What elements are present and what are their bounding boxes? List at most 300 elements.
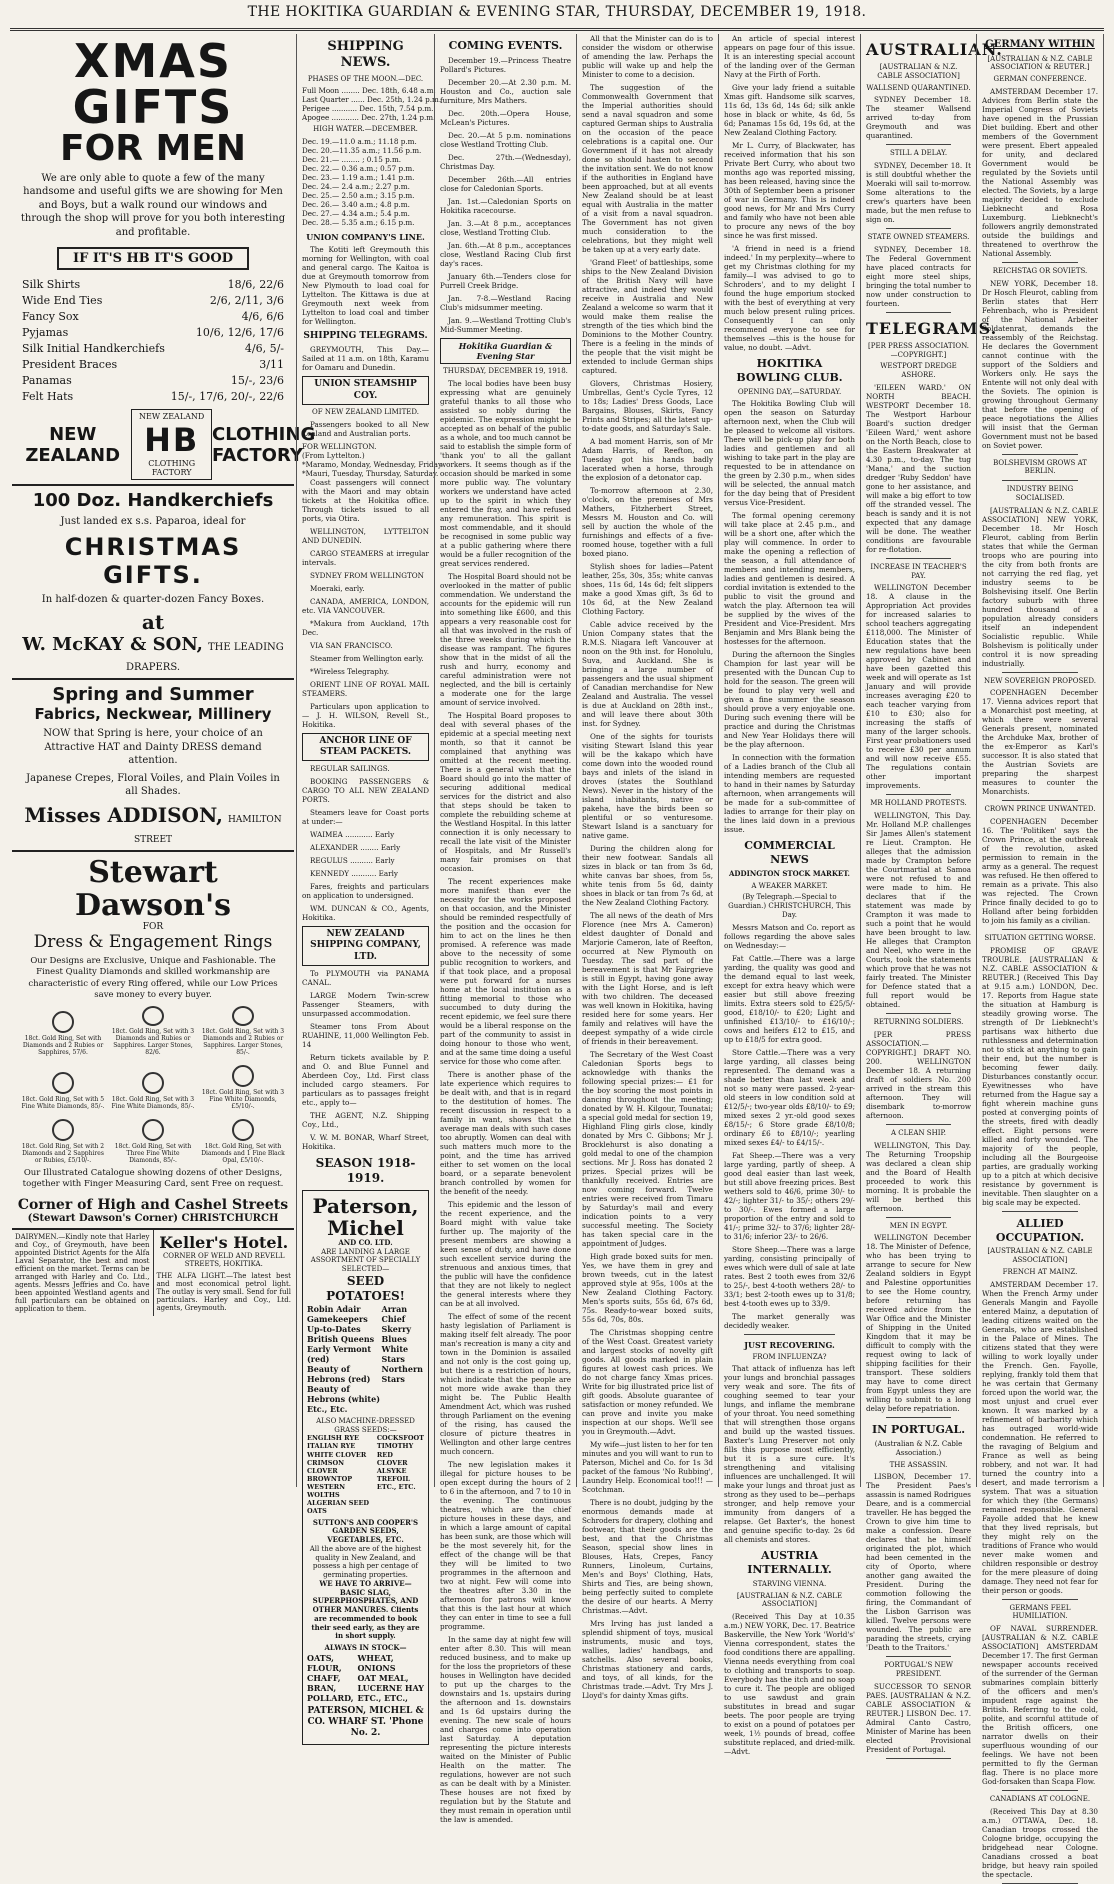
potato-list-right: [381, 1304, 424, 1414]
price-item-price: 4/6, 6/6: [241, 310, 284, 324]
editorial-paragraph: There is another phase of the late experience which requires to be dealt with, and that is in regard to the destitution of homes. The recent discussion in respect to a family in want, shows that the average man deals with such cases too abruptly. Women can deal with such matters much more to the point, and the time has arrived either to set women on the local board, or a separate benevolent branch controlled by women for the benefit of the needy.: [440, 1069, 571, 1196]
nzsc-body: [302, 969, 429, 1151]
potato-variety: Beauty of Hebrons (white): [307, 1383, 380, 1404]
editorial-paragraph: The new legislation makes it illegal for picture houses to be open except during the hours of 2 to 6 in the afternoon, and 7 to 10 in the evening. The continuous theatres, which are the chief picture houses in these days, and in which a large amount of capital has been sunk, are those which will be the most severely hit, for the effect of the change will be that they will be limited to two programmes in the afternoon and two at night. Few will come into the theatres after 3.30 in the afternoon for patrons will know that this is the last hour at which they can enter in time to see a full programme.: [440, 1459, 571, 1631]
handkerchiefs-sub: Just landed ex s.s. Paparoa, ideal for: [60, 516, 246, 528]
grass-seed: TIMOTHY: [376, 1442, 414, 1451]
route-line: Moeraki, early.: [310, 583, 365, 593]
stock-item: LUCERNE HAY: [357, 1682, 424, 1693]
potato-list: [307, 1304, 424, 1414]
section-divider: [886, 794, 951, 795]
stock-title: ALWAYS IN STOCK—: [324, 1643, 407, 1652]
route-line: *Makura from Auckland, 17th Dec.: [302, 618, 429, 637]
news-paragraph: 'Grand Fleet' of battleships, some ships to the New Zealand Division of the British Navy will have attractive, and indeed they would receive in Australia and New Zealand a welcome so warm that it would make them realise the strength of the ties which bind the Dominions to the Mother Country. There is a feeling in the minds of the people that the visit might be extended to include German ships captured.: [582, 258, 713, 375]
grass-seed: ALSYKE: [376, 1466, 407, 1475]
price-item-name: President Braces: [22, 358, 118, 372]
anchor-body: [302, 764, 429, 922]
route-line: VIA SAN FRANCISCO.: [310, 640, 393, 650]
hb-logo: [131, 409, 212, 480]
col4-paragraphs: [582, 34, 713, 1700]
ring-caption: 18ct. Gold Ring, Set with Diamonds and 1 Fine Black Opal, £5/10/-.: [201, 1142, 285, 1164]
kellers-title: Keller's Hotel.: [159, 1232, 289, 1252]
fabrics-title: Fabrics, Neckwear, Millinery: [34, 705, 272, 724]
stewart-corner: Corner of High and Cashel Streets: [17, 1196, 289, 1213]
event-item: December 19.—Princess Theatre Pollard's Pictures.: [440, 55, 571, 74]
section-heading: CROWN PRINCE UNWANTED.: [984, 805, 1096, 814]
section-body: SYDNEY, December 18. It is still doubtful whether the Moeraki will sail to-morrow. Some alterations to the crew's quarters have been made, but the men refuse to sign on.: [866, 161, 971, 224]
news-column-5: [718, 34, 860, 1756]
spring-ad: [12, 680, 294, 852]
news-paragraph: During the children along for their new footwear. Sandals all sizes in black or tan from 3s 6d, white canvas bar shoes, from 5s, white tenis from 5s 6d, dainty shoes in black or tan from 7s 6d, at the New Zealand Clothing Factory.: [582, 844, 713, 907]
hb-logo-mark: HB: [144, 421, 200, 460]
handkerchiefs-ad: [12, 486, 294, 680]
section-body: SYDNEY December 18. The steamer Wallsend arrived to-day from Greymouth and was quarantined.: [866, 95, 971, 141]
section-heading: WESTPORT DREDGE ASHORE.: [880, 362, 957, 379]
water-line: Dec. 23.— 1.19 a.m.; 1.41 p.m.: [302, 173, 415, 182]
stewart-body: Our Designs are Exclusive, Unique and Fashionable. The Finest Quality Diamonds and skilled workmanship are characteristic of every Ring offered, while our Low Prices save money to every buyer.: [28, 955, 278, 1001]
anchor-line: Fares, freights and particulars on application to undersigned.: [302, 882, 429, 900]
section-body: SUCCESSOR TO SENOR PAES. [AUSTRALIAN & N.Z. CABLE ASSOCIATION & REUTER.] LISBON Dec. 17. Admiral Canto Castro, Minister of Marine has been elected Provisional President of Portugal.: [866, 1681, 971, 1754]
water-line: Dec. 28.— 5.35 a.m.; 6.15 p.m.: [302, 218, 415, 227]
events-column: [434, 34, 576, 1824]
section-body: WELLINGTON, This Day. Mr. Holland M.P. challenges Sir James Allen's statement re Lieut. Crampton. He alleges that the admission made by Crampton before the Courtmartial at Samoa were not refused to and were made to him. He declares that if the statement was made by Crampton it was made to such a point that he would have been brought to law. He alleges that Crampton and Neel, who were in the Courts, took the statements which prove that he was not fairly treated. The Minister for Defence stated that a full report would be obtained.: [866, 811, 971, 1009]
stock-item: CHAFF,: [307, 1672, 341, 1683]
union-title: UNION COMPANY'S LINE.: [306, 232, 425, 242]
wellington-sailings: [302, 441, 443, 478]
section-divider: [1002, 929, 1078, 930]
water-line: Dec. 21.— ........ ; 0.15 p.m.: [302, 155, 402, 164]
news-paragraph: 'A friend in need is a friend indeed.' In my perplexity—where to get my Christmas clothing for my family—I was advised to go to Schroders', and to my delight I found the huge emporium stocked with the best of everything at very much below present ruling prices. Consequently I can only recommend everyone to see for themselves —this is the house for value, no doubt. —Advt.: [724, 244, 855, 352]
editorial-paragraph: The recent experiences make more manifest than ever the necessity for the works proposed on that occasion, and the Minister should be reminded respectfully of the position and the occasion for him to act on the lines he then promised. A reference was made above to the necessity of some public recognition to workers, and if that took place, and a proposal were put forward for a nurses home at the local institution as a fitting memorial to those who succumbed to duty during the recent epidemic, we feel sure there would be a liberal response on the part of the community to assist in doing honour to those who went, and at the same time doing a useful service for those who come after.: [440, 876, 571, 1066]
for-men-title: FOR MEN: [60, 128, 246, 169]
grass-seeds-heading: ALSO MACHINE-DRESSED GRASS SEEDS:—: [316, 1416, 415, 1434]
ring-icon: [142, 1119, 164, 1141]
stock-list-left: [307, 1653, 354, 1703]
grass-seed: ITALIAN RYE: [307, 1442, 356, 1451]
event-item: Dec. 20.—At 5 p.m. nominations close Westland Trotting Club.: [440, 130, 571, 149]
ring-item: [110, 1060, 196, 1110]
shipping-column: [296, 34, 443, 1739]
anchor-title: ANCHOR LINE OF STEAM PACKETS.: [302, 733, 429, 762]
austria-title: AUSTRIA INTERNALLY.: [747, 1549, 832, 1576]
grass-seed: ETC., ETC.: [376, 1483, 416, 1491]
stewart-city: (Stewart Dawson's Corner) CHRISTCHURCH: [27, 1212, 279, 1224]
addison-firm: Misses ADDISON,: [24, 802, 223, 827]
route-line: ORIENT LINE OF ROYAL MAIL STEAMERS.: [302, 679, 429, 698]
route-line: CANADA, AMERICA, LONDON, etc. VIA VANCOUVER.: [302, 596, 429, 615]
potato-variety: Early Vermont (red): [307, 1343, 372, 1364]
price-item-price: 4/6, 5/-: [244, 342, 284, 356]
recovering-title: JUST RECOVERING.: [744, 1339, 835, 1350]
addison-street: HAMILTON STREET: [133, 814, 282, 845]
ring-icon: [142, 1006, 164, 1026]
grass-seed: BROWNTOP: [307, 1474, 353, 1483]
commercial-paragraph: Messrs Matson and Co. report as follows regarding the above sales on Wednesday:—: [724, 922, 855, 950]
price-item-name: Silk Initial Handkerchiefs: [22, 342, 165, 356]
recovering-sub: FROM INFLUENZA?: [752, 1352, 827, 1361]
wellington-line: *Maramo, Monday, Wednesday, Friday: [302, 459, 443, 469]
ring-icon: [52, 1119, 74, 1141]
price-row: [22, 278, 284, 291]
seed-potatoes-heading: SEED POTATOES!: [326, 1273, 405, 1303]
potato-variety: Etc., Etc.: [307, 1403, 348, 1414]
bowling-paragraphs: [724, 399, 855, 834]
route-line: SYDNEY FROM WELLINGTON: [310, 570, 424, 580]
hb-left-text: NEW ZEALAND: [25, 423, 121, 466]
nzsc-line: V. W. M. BONAR, Wharf Street, Hokitika.: [302, 1132, 429, 1151]
anchor-line: REGULAR SAILINGS.: [310, 764, 390, 773]
allied-tag: [AUSTRALIAN & N.Z. CABLE ASSOCIATION]: [987, 1247, 1093, 1264]
stewart-dawson-title: Stewart Dawson's: [74, 854, 232, 923]
bottom-ads: [12, 1230, 294, 1316]
price-item-name: Silk Shirts: [22, 278, 81, 292]
section-divider: [1002, 262, 1078, 263]
ring-item: [20, 1060, 106, 1110]
section-divider: [1002, 1790, 1078, 1791]
route-line: CARGO STEAMERS at irregular intervals.: [302, 548, 429, 567]
wellington-line: FOR WELLINGTON.: [302, 441, 377, 451]
route-line: Particulars upon application to— J. H. WILSON, Revell St., Hokitika.: [302, 701, 429, 729]
masthead-rule: [10, 30, 1104, 31]
price-item-price: 15/-, 23/6: [230, 374, 284, 388]
paper-date: THURSDAY, DECEMBER 19, 1918.: [443, 366, 568, 375]
col5-intro: An article of special interest appears on page four of this issue. It is an interesting special account of the landing over of the German Navy at the Firth of Forth.: [724, 34, 855, 79]
section-heading: MEN IN EGYPT.: [889, 1221, 948, 1230]
news-paragraph: My wife—just listen to her for ten minutes and you will want to run to Paterson, Michel and Co. for 1s 3d packet of the famous 'No Rubbing', Laundry Help. Economical too!!! —Scotchman.: [582, 1440, 713, 1494]
nzsc-title: NEW ZEALAND SHIPPING COMPANY, LTD.: [302, 926, 429, 966]
ring-caption: 18ct. Gold Ring, Set with 3 Diamonds and 2 Rubies or Sapphires. Larger Stones, 85/-.: [201, 1027, 285, 1056]
stock-item: ONIONS: [357, 1662, 396, 1673]
event-item: Jan. 6th.—At 8 p.m., acceptances close, Westland Racing Club first day's races.: [440, 240, 571, 268]
news-column-4: [576, 34, 718, 1700]
stock-item: OAT MEAL,: [357, 1672, 409, 1683]
ring-item: [200, 1114, 286, 1164]
grass-list-left: [307, 1434, 377, 1515]
news-paragraph: Stylish shoes for ladies—Patent leather, 25s, 30s, 35s; white canvas shoes, 11s 6d, 14s 6d; felt slippers make a good Xmas gift, 3s 6d to 10s 6d, at the New Zealand Clothing Factory.: [582, 562, 713, 616]
handkerchiefs-title: 100 Doz. Handkerchiefs: [32, 490, 274, 512]
commercial-sub: ADDINGTON STOCK MARKET.: [729, 868, 850, 878]
section-divider: [1002, 672, 1078, 673]
news-paragraph: Cable advice received by the Union Company states that the R.M.S. Niagara left Vancouver at noon on the 9th inst. for Honolulu, Suva, and Auckland. She is bringing a large number of passengers and the usual shipment of Canadian merchandise for New Zealand and Australia. The vessel is due at Auckland on 28th inst., and will leave there about 30th inst. for Sydney.: [582, 620, 713, 728]
news-paragraph: All that the Minister can do is to consider the wisdom or otherwise of amending the law. Perhaps the public will wake up and help the Minister to come to a decision.: [582, 34, 713, 79]
ring-item: [20, 1006, 106, 1056]
section-divider: [886, 144, 951, 145]
xmas-gifts-title: XMAS GIFTS: [72, 34, 234, 134]
potato-list-left: [307, 1304, 381, 1414]
potato-variety: Gamekeepers: [307, 1313, 368, 1324]
section-heading: A CLEAN SHIP.: [891, 1128, 946, 1137]
potato-variety: British Queens: [307, 1333, 375, 1344]
ring-caption: 18ct. Gold Ring, Set with 2 Diamonds and 2 Sapphires or Rubies, £5/10/-.: [21, 1142, 105, 1164]
events-title: COMING EVENTS.: [448, 39, 563, 52]
germany-title: GERMANY WITHIN: [985, 39, 1095, 50]
kellers-ad: [153, 1230, 295, 1316]
nzsc-line: To PLYMOUTH via PANAMA CANAL.: [302, 968, 429, 987]
xmas-gifts-ad: [12, 34, 316, 486]
section-body: 'EILEEN WARD.' ON NORTH BEACH. WESTPORT December 18. The Westport Harbour Board's suction dredger 'Eileen Ward,' went ashore on the North Beach, close to the Eastern Breakwater at 4.30 p.m., to-day. The tug 'Mana,' and the suction dredger 'Ruby Seddon' have gone to her assistance, and will make a big effort to tow off the stranded vessel. The beach is sandy and it is not expected that any damage will be done. The weather conditions are favourable for re-flotation.: [866, 382, 971, 554]
section-heading: INCREASE IN TEACHER'S PAY.: [870, 562, 967, 580]
commercial-paragraph: Store Sheep.—There was a large yarding, consisting principally of ewes which were dull of sale at late rates. Best 2 tooth ewes from 32/6 to 25/-, best 4-tooth wethers 28/- to 33/1; best 2-tooth ewes up to 31/8; best 4-tooth ewes up to 33/9.: [724, 1244, 855, 1308]
stock-item: BRAN,: [307, 1682, 337, 1693]
section-heading: THE ASSASSIN.: [889, 1460, 948, 1469]
divider: [744, 1334, 835, 1335]
ring-icon: [52, 1072, 74, 1094]
moon-line: Apogee ............ Dec. 27th, 1.24 p.m.: [302, 113, 436, 123]
bowling-title: HOKITIKA BOWLING CLUB.: [736, 357, 843, 384]
potato-variety: Skerry Blues: [381, 1323, 411, 1344]
event-item: Jan. 9.—Westland Trotting Club's Mid-Summer Meeting.: [440, 315, 571, 334]
arrive-note: WE HAVE TO ARRIVE— BASIC SLAG, SUPERPHOSPHATES, AND OTHER MANURES. Clients are recommended to book their seed early, as they are in short supply.: [311, 1578, 420, 1641]
potato-variety: White Stars: [381, 1343, 409, 1364]
water-line: Dec. 25.— 2.50 a.m.; 3.15 p.m.: [302, 191, 415, 200]
stewart-dawson-ad: [12, 852, 294, 1230]
price-item-name: Panamas: [22, 374, 72, 388]
wellington-line: (From Lyttelton.): [302, 450, 365, 460]
section-divider: [886, 1013, 951, 1014]
section-body: PROMISE OF GRAVE TROUBLE. [AUSTRALIAN & N.Z. CABLE ASSOCIATION & REUTER.] (Received This Day at 9.15 a.m.) LONDON, Dec. 17. Reports from Hague state the situation at Hamburg is steadily growing worse. The strength of Dr Liebknecht's partisans wax hitherto due ruthlessness and determination not to stick at anything to gain their end, but the number is becoming fewer daily. Disturbances constantly occur. Eyewitnesses who have returned from the Hague say a fight wherein machine guns posted at converging points of the streets, fired with deadly effect. Eight persons were killed and forty wounded. The majority of the people, including all the Bourgeoise parties, are gradually working up to a pitch at which decisive resistance by government is inevitable. Then slaughter on a big scale may be expected.: [982, 945, 1098, 1207]
section-heading: CANADIANS AT COLOGNE.: [989, 1795, 1091, 1803]
section-divider: [1002, 480, 1078, 481]
stock-item: OATS,: [307, 1652, 334, 1663]
ring-caption: 18ct. Gold Ring, Set with Three Fine White Diamonds, 85/-.: [114, 1142, 192, 1164]
hb-logo-bottom: CLOTHING FACTORY: [148, 459, 196, 478]
hb-right-text: CLOTHING FACTORY: [212, 423, 316, 466]
section-body: AMSTERDAM December 17. When the French Army under Generals Mangin and Fayolle entered Mainz, a deputation of leading citizens waited on the Generals, who are established in the Palace of Mines. The citizens stated that they were willing to work loyally under the French. Gen. Fayolle, replying, frankly told them that he was certain that Germany forced upon the world war, the most unjust and cruel ever known. It was marked by a refinement of barbarity which has outraged world-wide condemnation. He referred to the ravaging of Belgium and France as well as being robbery, and not war. It had turned the country into a desert, and made terrorism a system. That was a situation for which they (the Germans) remained responsible. General Fayolle added that he knew that they lived reprisals, but they might rely on the traditions of France who would never make women and children responsible or destroy for the mere pleasure of doing damage. They need not fear for their person or goods.: [982, 1279, 1098, 1595]
price-row: [22, 310, 284, 323]
section-body: WELLINGTON December 18. A clause in the Appropriation Act provides for increased salaries to school teachers aggregating £118,000. The Minister of Education states that the new regulations have been approved by Cabinet and have been gazetted this week and will operate as 1st January and will provide increases averaging £20 to each teacher varying from £10 to £30; also for increasing the staffs of many of the larger schools. First year probationers used to receive £30 per annum and will now receive £55. The regulations contain other important improvements.: [866, 583, 971, 791]
commercial-title: COMMERCIAL NEWS: [744, 839, 835, 866]
shipping-routes: [302, 527, 429, 729]
shipping-title: SHIPPING NEWS.: [327, 39, 404, 71]
water-line: Dec. 27.— 4.34 a.m.; 5.4 p.m.: [302, 209, 410, 218]
event-item: Jan. 3.—At 8 p.m., acceptances close, Westland Trotting Club.: [440, 218, 571, 237]
grass-seed: CRIMSON CLOVER: [307, 1458, 345, 1475]
ring-icon: [232, 1119, 254, 1141]
editorial-paragraph: This epidemic and the lesson of the recent experience, and the Board might with value take further up. The majority of the present members are showing a keen sense of duty, and have done such excellent service during the strenuous and anxious times, that the public will have the confidence that they are not likely to neglect the general interests where they can be at all involved.: [440, 1199, 571, 1308]
editorial-paragraph: In the same day at night few will enter after 8.30. This will mean reduced business, and to make up for the loss the proprietors of these houses in Wellington have decided to put up the charges to the downstairs and 1s. upstairs during the afternoon and 1s. downstairs and 1s 6d upstairs during the evening. The new scale of hours and charges come into operation last Saturday. A deputation representing the picture interests waited on the Minister of Public Health on the matter. The regulations, however are not such as can be dealt with by a Minister. These houses are not fixed by regulation but by the Statute and they must remain in operation until the law is amended.: [440, 1634, 571, 1824]
section-heading: FRENCH AT MAINZ.: [1002, 1267, 1078, 1276]
section-divider: [886, 1217, 951, 1218]
news-paragraph: The Christmas shopping centre of the West Coast. Greatest variety and largest stocks of novelty gift goods. All goods marked in plain figures at lowest cash prices. We do not charge fancy Xmas prices. Write for big illustrated price list of gift goods. Absolute guarantee of satisfaction or money refunded. We can prove and invite you make inspection at our shops. We'll see you in Greymouth.—Advt.: [582, 1328, 713, 1436]
germany-tag: [AUSTRALIAN & N.Z. CABLE ASSOCIATION & REUTER.]: [987, 54, 1093, 72]
news-paragraph: The all news of the death of Mrs Florence (nee Mrs A. Cameron) eldest daughter of Donald and Marjorie Cameron, late of Reefton, occurred at New Plymouth on Tuesday. The sad part of the bereavement is that Mr Fairgrieve is still in Egypt, having gone away with the Light Horse, and is left with two children. The deceased was well known in Hokitika, having resided here for some years. Her family and relatives will have the deepest sympathy of a wide circle of friends in their bereavement.: [582, 911, 713, 1046]
section-heading: INDUSTRY BEING SOCIALISED.: [1006, 485, 1074, 502]
ring-icon: [52, 1011, 74, 1033]
section-heading: PORTUGAL'S NEW PRESIDENT.: [884, 1661, 953, 1678]
paterson-footer: PATERSON, MICHEL & CO. WHARF ST. 'Phone No. 2.: [307, 1705, 424, 1739]
ring-caption: 18ct. Gold Ring, Set with 5 Fine White Diamonds, 85/-.: [21, 1095, 105, 1110]
potato-variety: Up-to-Dates: [307, 1323, 361, 1334]
commercial-paragraphs: [724, 923, 855, 1330]
grass-seed: RED CLOVER: [376, 1450, 408, 1467]
moon-phases: [302, 86, 442, 123]
event-item: December 20.—At 2.30 p.m. M. Houston and Co., auction sale furniture, Mrs Mathers.: [440, 77, 571, 105]
news-paragraph: High grade boxed suits for men. Yes, we have them in grey and brown tweeds, cut in the latest approved style at 95s, 100s at the New Zealand Clothing Factory. Men's sports suits, 55s 6d, 67s 6d, 75s. Ready-to-wear boxed suits, 55s 6d, 70s, 80s.: [582, 1252, 713, 1324]
event-item: January 6th.—Tenders close for Purrell Creek Bridge.: [440, 271, 571, 290]
section-heading: STILL A DELAY.: [889, 149, 948, 158]
anchor-line: WM. DUNCAN & CO., Agents, Hokitika.: [302, 904, 429, 922]
news-paragraph: The suggestion of the Commonwealth Government that the Imperial authorities should send a naval squadron and some captured German ships to Australia on the occasion of the peace celebrations is a capital one. Our Government if it has not already done so should hasten to second the invitation sent. We do not know if the authorities in England have been approached, but at all events New Zealand should be at least equal with Australia in the matter of a visit from a naval squadron. The Government has not given much consideration to the celebrations, but they might well be taken up at a very early date.: [582, 83, 713, 254]
section-divider: [1002, 1211, 1078, 1212]
ring-item: [110, 1114, 196, 1164]
event-item: Dec. 20th.—Opera House, McLean's Pictures.: [440, 108, 571, 127]
at-text: at: [141, 610, 165, 635]
news-paragraph: One of the sights for tourists visiting Stewart Island this year will be the kakapo which have come down into the wooded round bays and inlets of the island in droves (states the Southland News). Never in the history of the island inhabitants, native or pakeha, have the birds been so plentiful or so venturesome. Stewart Island is a sanctuary for native game.: [582, 732, 713, 840]
masthead: THE HOKITIKA GUARDIAN & EVENING STAR, THURSDAY, DECEMBER 19, 1918.: [10, 4, 1104, 29]
price-row: [22, 326, 284, 339]
mckay-firm: W. McKAY & SON,: [22, 634, 203, 656]
section-divider: [886, 228, 951, 229]
section-heading: RETURNING SOLDIERS.: [873, 1018, 964, 1026]
ring-caption: 18ct. Gold Ring, Set with Diamonds and 2 Rubies or Sapphires, 57/6.: [22, 1034, 104, 1056]
paterson-intro: ARE LANDING A LARGE ASSORTMENT OF SPECIALLY SELECTED—: [310, 1247, 421, 1273]
stock-list-right: [357, 1653, 424, 1703]
water-line: Dec. 22.— 0.36 a.m.; 0.57 p.m.: [302, 164, 415, 173]
editorial: [440, 379, 571, 1824]
price-row: [22, 390, 284, 403]
hb-banner: IF IT'S HB IT'S GOOD: [57, 247, 249, 270]
section-divider: [1002, 454, 1078, 455]
editorial-paragraph: The Hospital Board proposes to deal with several phases of the epidemic at a special meeting next month, so that it cannot be complained that anything was omitted at the recent meeting. There is a general wish that the Board should go into the matter of securing additional medical services for the district and also that steps should be taken to complete the rebuilding scheme at the Westland Hospital. In this latter connection it is only necessary to recall the late visit of the Minister of Hospitals, and Mr Russell's many fair promises on that occasion.: [440, 710, 571, 873]
grass-list-right: [377, 1434, 424, 1515]
bowling-paragraph: The Hokitika Bowling Club will open the season on Saturday afternoon next, when the Club will be pleased to welcome all visitors. There will be pick-up play for both ladies and gentlemen and all wishing to take part in the play are requested to be in attendance on the green by 2.30 p.m., when sides will be selected, the annual match for the day being that of President versus Vice-President.: [724, 399, 855, 508]
christmas-gifts-title: CHRISTMAS GIFTS.: [64, 532, 242, 589]
nzsc-line: LARGE Modern Twin-screw Passenger Steamers, with unsurpassed accommodation.: [302, 990, 429, 1018]
price-row: [22, 358, 284, 371]
commercial-paragraph: Fat Cattle.—There was a large yarding, the quality was good and the demand equal to last week, except for extra heavy which were easier but still above freezing limits. Extra steers sold to £25/5/- good, £18/10/- to £20; Light and unfinished £13/10/- to £16/10/-; cows and heifers £12 to £15, and up to £18/5 for extra good.: [724, 953, 855, 1044]
event-item: Dec. 27th.—(Wednesday), Christmas Day.: [440, 152, 571, 171]
spring-line: Japanese Crepes, Floral Voiles, and Plain Voiles in all Shades.: [26, 772, 280, 798]
news-paragraph: Glovers, Christmas Hosiery, Umbrellas, Gent's Cycle Tyres, 12 to 18s; Ladies' Dress Goods, Lace Bargains, Blouses, Skirts, Fancy Prints and Stripes; all the latest up-to-date goods, and Saturday's Sale.: [582, 379, 713, 433]
news-paragraph: To-morrow afternoon at 2.30, o'clock, on the premises of Mrs Mathers, Fitzherbert Street, Messrs M. Houston and Co. will sell by auction the whole of the furnishings and effects of a five-roomed house, together with a full boxed piano.: [582, 486, 713, 558]
ring-icon: [232, 1065, 254, 1087]
nzsc-line: Steamer tons From About RUAHINE, 11,000 Wellington Feb. 14: [302, 1021, 429, 1049]
usc-body: Passengers booked to all New Zealand and Australian ports.: [302, 419, 429, 438]
telegrams-tag: [PER PRESS ASSOCIATION.—COPYRIGHT.]: [868, 341, 969, 359]
shipping-telegrams-title: SHIPPING TELEGRAMS.: [303, 331, 428, 341]
news-column-7: [976, 34, 1104, 1879]
section-heading: STATE OWNED STEAMERS.: [867, 233, 970, 241]
ring-item: [200, 1006, 286, 1056]
grass-seed: WESTERN WOLTHS: [307, 1483, 346, 1500]
high-water: [302, 137, 429, 227]
section-divider: [1002, 1599, 1078, 1600]
water-line: Dec. 19.—11.0 a.m.; 11.18 p.m.: [302, 137, 417, 146]
section-heading: GERMANS FEEL HUMILIATION.: [1009, 1603, 1071, 1621]
season-title: SEASON 1918-1919.: [315, 1155, 416, 1185]
austria-tag: [AUSTRALIAN & N.Z. CABLE ASSOCIATION]: [736, 1591, 843, 1609]
event-item: Jan. 1st.—Caledonian Sports on Hokitika racecourse.: [440, 196, 571, 215]
telegrams-title: TELEGRAMS.: [866, 318, 998, 338]
ring-icon: [232, 1006, 254, 1026]
bowling-paragraph: In connection with the formation of a Ladies branch of the Club all intending members are requested to hand in their names by Saturday afternoon, when arrangements will be made for a sub-committee of ladies to arrange for their play on the lines laid down in a previous issue.: [724, 753, 855, 835]
anchor-line: WAIMEA ............ Early: [310, 830, 395, 839]
dairymen-ad: DAIRYMEN.—Kindly note that Harley and Coy., of Greymouth, have been appointed District Agents for the Alfa Laval Separator, the best and most efficient on the market. Terms can be arranged with Harley and Co. Ltd., agents. Messrs Jeffries and Co. have been appointed Westland agents and full particulars can be obtained on application to them.: [15, 1232, 150, 1313]
price-item-name: Felt Hats: [22, 390, 74, 404]
route-line: Steamer from Wellington early.: [310, 653, 424, 663]
portugal-items: [866, 1461, 971, 1759]
bowling-paragraph: During the afternoon the Singles Champion for last year will be presented with the Duncan Cup to hold for the season. The green will be found to play very well and given a fine summer the season should prove a very enjoyable one. During such evening there will be practice and during the Christmas and New Year Holidays there will be the play afternoon.: [724, 650, 855, 750]
anchor-line: REGULUS .......... Early: [310, 856, 395, 865]
section-divider: [886, 1656, 951, 1657]
section-body: AMSTERDAM December 17. Advices from Berlin state the Imperial Congress of Soviets have opened in the Prussian Diet building. Ebert and other members of the Government were present. Ebert appealed for unity, and declared Government would be regulated by the Soviets until the National Assembly was elected. The Soviets, by a large majority decided to exclude Liebknecht and Rosa Luxemburg. Liebknecht's followers angrily demonstrated outside the buildings and threatened to overthrow the National Assembly.: [982, 86, 1098, 258]
portugal-title: IN PORTUGAL.: [871, 1423, 966, 1437]
paterson-michel-ad: [302, 1190, 429, 1745]
advert-column: [12, 34, 316, 1487]
editorial-paragraph: The effect of some of the recent hasty legislation of Parliament is making itself felt already. The poor man's recreation is many a city and town in the Dominion is assailed and not only is the cost going up, but there is a restriction of hours, which indicate that the people are not more wide awake than they might be. The Public Health Amendment Act, which was rushed through Parliament on the evening of the rising, has caused the closure of picture theatres in Wellington and other large centres much concern.: [440, 1311, 571, 1456]
col5-paragraphs: [724, 83, 855, 352]
price-item-name: Pyjamas: [22, 326, 69, 340]
anchor-line: KENNEDY ........... Early: [310, 869, 398, 878]
allied-items: [982, 1268, 1098, 1884]
section-heading: REICHSTAG OR SOVIETS.: [992, 266, 1088, 275]
ring-icon: [142, 1072, 164, 1094]
bowling-sub: OPENING DAY,—SATURDAY.: [737, 387, 842, 396]
union-body: The Kotiti left Greymouth this morning for Wellington, with coal and general cargo. The Kaitoa is due at Greymouth tomorrow from New Plymouth to load coal for Lyttelton. The Kittawa is due at Greymouth next week from Lyttelton to load coal and timber for Wellington.: [302, 245, 429, 326]
nzsc-line: Return tickets available by P. and O. and Blue Funnel and Aberdeen Coy., Ltd. First class included cargo steamers. For particulars as to passages freight etc., apply to—: [302, 1052, 429, 1107]
section-heading: WALLSEND QUARANTINED.: [866, 83, 971, 92]
australian-title: AUSTRALIAN.: [866, 40, 1003, 59]
price-item-price: 3/11: [259, 358, 284, 372]
price-row: [22, 374, 284, 387]
ring-item: [110, 1006, 196, 1056]
moon-title: PHASES OF THE MOON.—DEC.: [307, 74, 424, 83]
section-body: COPENHAGEN December 17. Vienna advices report that a Monarchist post meeting, at which there were several Generals present, nominated the Archduke Max, brother of the ex-Emperor as Karl's successor. It is also stated that the Austrian Soviets are preparing the sharpest measures to counter the Monarchists.: [982, 688, 1098, 797]
allied-title: ALLIED OCCUPATION.: [995, 1216, 1085, 1244]
spring-body: NOW that Spring is here, your choice of an Attractive HAT and Dainty DRESS demand attention.: [43, 728, 263, 767]
ring-caption: 18ct. Gold Ring, Set with 3 Fine White Diamonds, £5/10/-.: [201, 1088, 285, 1110]
commercial-byline: (By Telegraph.—Special to Guardian.) CHRISTCHURCH, This Day.: [728, 893, 851, 919]
section-body: (Received This Day at 8.30 a.m.) OTTAWA, Dec. 18. Canadian troops crossed the Cologne bridge, occupying the bridgehead near Cologne. Canadians crossed a boat bridge, but heavy rain spoiled the spectacle.: [982, 1806, 1098, 1879]
section-body: [PER PRESS ASSOCIATION.—COPYRIGHT.] DRAFT NO. 200. WELLINGTON December 18. A returning draft of soldiers No. 200 arrived in the stream this afternoon. They will disembark to-morrow afternoon.: [866, 1029, 971, 1120]
grass-list: [307, 1434, 424, 1515]
water-line: Dec. 26.— 3.40 a.m.; 4.8 p.m.: [302, 200, 410, 209]
australian-tag: [AUSTRALIAN & N.Z. CABLE ASSOCIATION]: [877, 63, 960, 80]
section-heading: NEW SOVEREIGN PROPOSED.: [984, 676, 1096, 685]
stock-item: ETC., ETC.,: [357, 1692, 408, 1703]
potato-variety: Beauty of Hebrons (red): [307, 1363, 371, 1384]
ring-item: [20, 1114, 106, 1164]
hb-logo-top: NEW ZEALAND: [139, 412, 205, 422]
stock-item: WHEAT,: [357, 1652, 394, 1663]
moon-line: Perigee ........... Dec. 15th, 7.54 p.m.: [302, 104, 434, 114]
potato-variety: Northern Stars: [381, 1363, 423, 1384]
nzsc-line: THE AGENT, N.Z. Shipping Coy., Ltd.,: [302, 1110, 429, 1129]
editorial-paragraph: The Hospital Board should not be overlooked in the matter of public commendation. We understand the accounts for the epidemic will run into something like £600, and this appears a very reasonable cost for all that was involved in the rush of the three weeks during which the disease was rampant. The figures show that in the midst of all the rush and hurry, economy and careful administration were not neglected, and the bill is certainly a moderate one for the large amount of service involved.: [440, 571, 571, 707]
recovering-body: That attack of influenza has left your lungs and bronchial passages very weak and sore. The fits of coughing seemed to tear your lungs, and inflame the membrane of your throat. You need something that will strengthen those organs and build up the wasted tissues. Baxter's Lung Preserver not only fills this purpose most efficiently, but it is a sure cure. It's strengthening and vitalising influences are unchallenged. It will make your lungs and throat just as strong as they used to be—perhaps stronger, and help remove your immunity from dangers of a relapse. Get Baxter's, the honest and genuine specific to-day. 2s 6d all chemists and stores.: [724, 1364, 855, 1545]
section-divider: [886, 558, 951, 559]
price-row: [22, 342, 284, 355]
portugal-tag: (Australian & N.Z. Cable Association.): [874, 1440, 963, 1457]
route-line: *Wireless Telegraphy.: [310, 666, 390, 676]
stewart-sub: Dress & Engagement Rings: [33, 931, 273, 952]
anchor-line: Steamers leave for Coast ports at under:—: [302, 808, 429, 826]
price-item-price: 15/-, 17/6, 20/-, 22/6: [170, 390, 284, 404]
grass-seed: WHITE CLOVER: [307, 1450, 367, 1459]
grass-seed: ALGERIAN SEED OATS: [307, 1499, 370, 1516]
news-paragraph: There is no doubt, judging by the enormous demands made at Schroders for drapery, clothing and footwear, that their goods are the best, and that the Christmas Season, special show lines in Blouses, Hats, Crepes, Fancy Runners, Linoleum, Curtains, Men's and Boys' Clothing, Hats, Shirts and Ties, are being shown, being perfectly suited to complete the desire of our hearts. A Merry Christmas.—Advt.: [582, 1498, 713, 1615]
news-paragraph: Give your lady friend a suitable Xmas gift. Handsome silk scarves, 11s 6d, 13s 6d, 14s 6d; silk ankle hose in black or white, 4s 6d, 5s 6d; Panamas 15s 6d, 19s 6d, at the New Zealand Clothing Factory.: [724, 83, 855, 137]
ring-item: [200, 1060, 286, 1110]
commercial-paragraph: The market generally was decidedly weaker.: [724, 1311, 855, 1330]
news-column-6: [860, 34, 1003, 1754]
hb-footer: [14, 409, 316, 480]
section-body: [AUSTRALIAN & N.Z. CABLE ASSOCIATION] NEW YORK, December 18. Mr Hosch Fleurot, cabling from Berlin states that while the German troops who are pouring into the city from both fronts are not carrying the red flag, yet industry seems to be Bolshevising itself. One Berlin factory suburb with three hundred thousand of a population already considers itself an independent Socialistic republic. While Bolshevism is politically under control it is now spreading industrially.: [982, 505, 1098, 668]
price-item-price: 18/6, 22/6: [227, 278, 284, 292]
price-item-price: 10/6, 12/6, 17/6: [195, 326, 284, 340]
paterson-title: Paterson, Michel: [312, 1193, 419, 1240]
potato-variety: Arran Chief: [381, 1303, 408, 1324]
